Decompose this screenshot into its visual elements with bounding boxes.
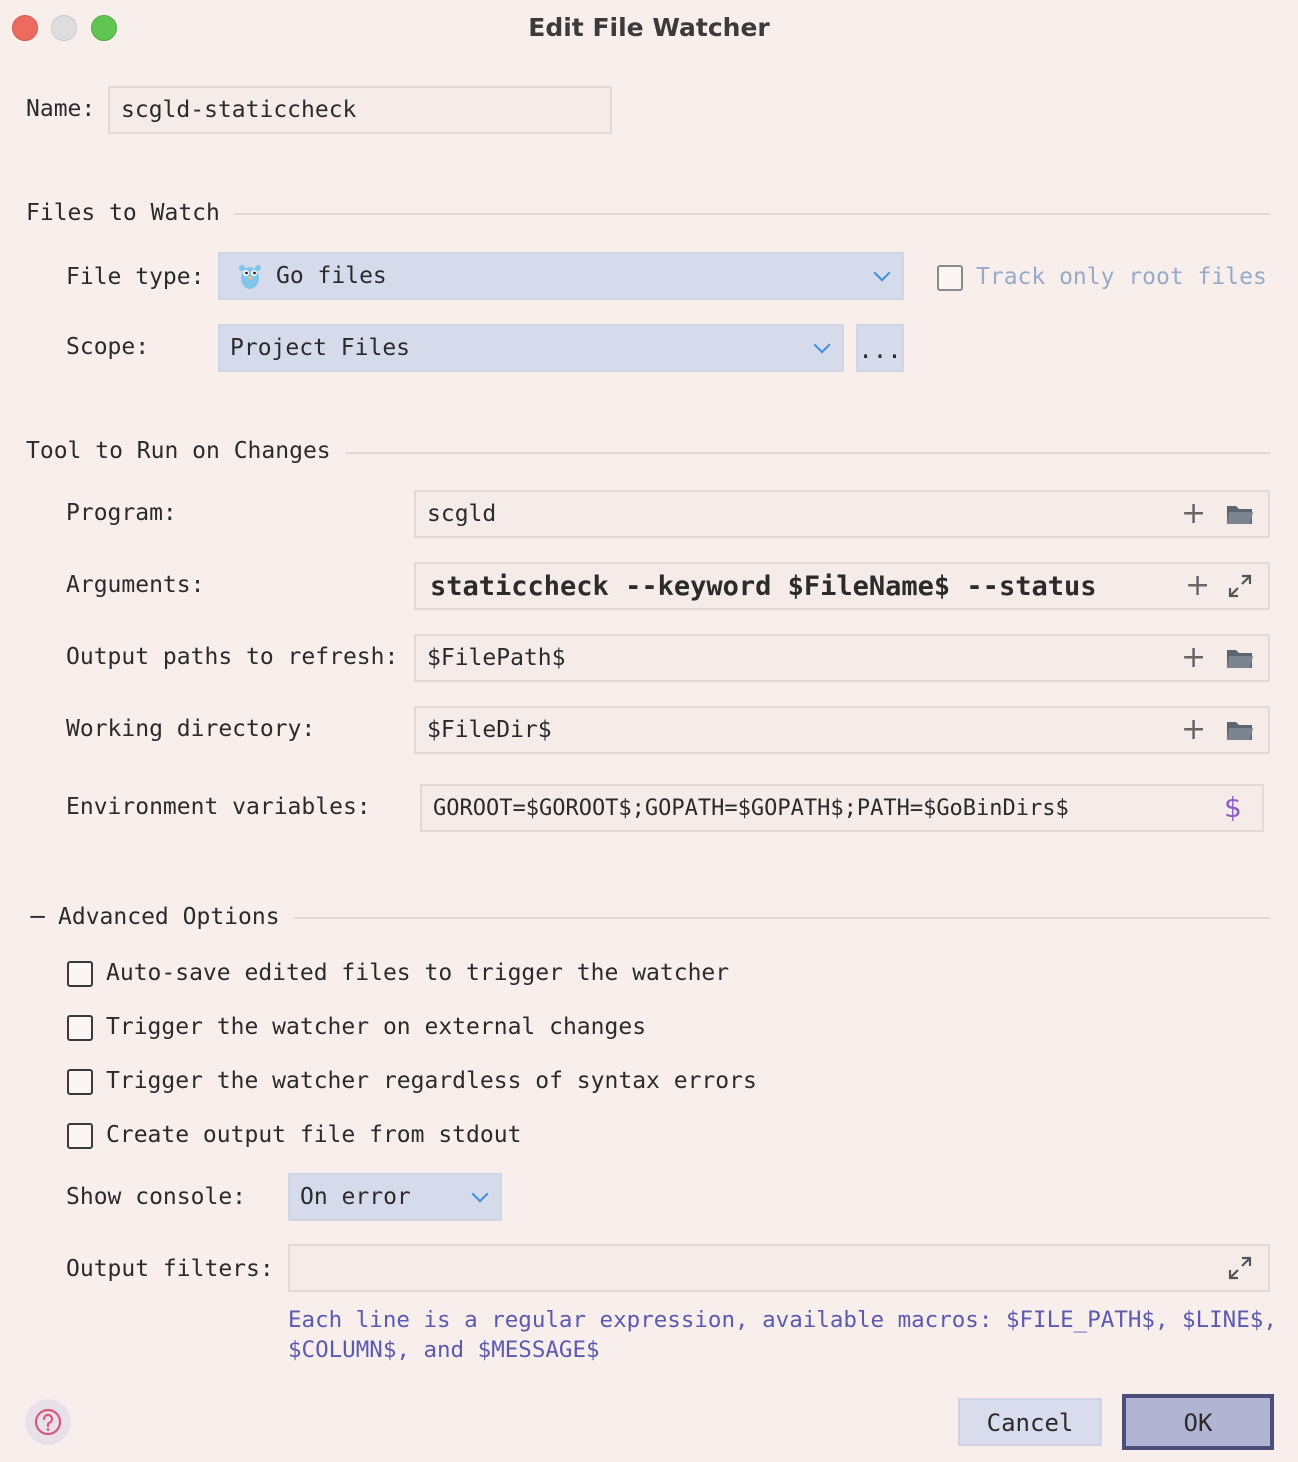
env-input[interactable] [420, 784, 1264, 832]
track-root-checkbox[interactable] [937, 265, 963, 291]
arguments-input[interactable] [414, 562, 1270, 610]
advanced-header: Advanced Options [58, 904, 280, 930]
scope-more-button[interactable] [856, 324, 904, 372]
cancel-label: Cancel [986, 1409, 1074, 1437]
output-filters-hint-line2: $COLUMN$, and $MESSAGE$ [288, 1337, 600, 1363]
add-macro-icon[interactable]: + [1181, 571, 1210, 601]
ok-label: OK [1183, 1409, 1213, 1437]
output-paths-value: $FilePath$ [427, 645, 566, 671]
expand-icon[interactable] [1227, 1255, 1253, 1281]
dollar-icon[interactable]: $ [1224, 791, 1242, 824]
cancel-button[interactable] [958, 1398, 1102, 1446]
auto-save-label[interactable]: Auto-save edited files to trigger the watcher [106, 960, 730, 986]
scope-value: Project Files [230, 335, 411, 361]
add-macro-icon[interactable]: + [1181, 496, 1207, 531]
output-paths-label: Output paths to refresh: [66, 644, 399, 670]
window-title: Edit File Watcher [528, 13, 770, 42]
stdout-label[interactable]: Create output file from stdout [106, 1122, 522, 1148]
name-input-value: scgld-staticcheck [121, 97, 357, 123]
files-to-watch-separator [234, 213, 1270, 215]
output-filters-label: Output filters: [66, 1256, 274, 1282]
chevron-down-icon [814, 337, 831, 354]
working-dir-value: $FileDir$ [427, 717, 552, 743]
file-type-label: File type: [66, 264, 205, 290]
ok-button[interactable] [1122, 1394, 1274, 1450]
advanced-collapse-toggle[interactable]: − [28, 904, 48, 930]
name-label: Name: [26, 96, 96, 122]
env-label: Environment variables: [66, 794, 371, 820]
help-button[interactable] [25, 1399, 71, 1445]
show-console-combo[interactable] [288, 1173, 502, 1221]
external-changes-label[interactable]: Trigger the watcher on external changes [106, 1014, 647, 1040]
output-filters-hint-line1: Each line is a regular expression, available macros: $FILE_PATH$, $LINE$, [288, 1307, 1277, 1333]
chevron-down-icon [472, 1186, 489, 1203]
working-dir-input[interactable] [414, 706, 1270, 754]
expand-icon[interactable] [1227, 573, 1253, 599]
scope-more-label: ... [858, 336, 902, 364]
stdout-checkbox[interactable] [67, 1123, 93, 1149]
add-macro-icon[interactable]: + [1181, 640, 1207, 675]
syntax-errors-label[interactable]: Trigger the watcher regardless of syntax errors [106, 1068, 757, 1094]
files-to-watch-header: Files to Watch [26, 200, 220, 226]
tool-header: Tool to Run on Changes [26, 438, 331, 464]
chevron-down-icon [874, 265, 891, 282]
env-value: GOROOT=$GOROOT$;GOPATH=$GOPATH$;PATH=$GoBinDirs$ [433, 795, 1069, 821]
program-input[interactable] [414, 490, 1270, 538]
output-paths-input[interactable] [414, 634, 1270, 682]
external-changes-checkbox[interactable] [67, 1015, 93, 1041]
track-root-label[interactable]: Track only root files [976, 264, 1267, 290]
program-label: Program: [66, 500, 177, 526]
syntax-errors-checkbox[interactable] [67, 1069, 93, 1095]
output-filters-input[interactable] [288, 1244, 1270, 1292]
working-dir-label: Working directory: [66, 716, 316, 742]
folder-icon[interactable] [1226, 503, 1254, 525]
file-type-combo[interactable] [218, 252, 904, 300]
show-console-value: On error [300, 1184, 411, 1210]
tool-separator [346, 452, 1270, 454]
gopher-icon [236, 261, 264, 291]
show-console-label: Show console: [66, 1184, 247, 1210]
file-type-value: Go files [276, 263, 387, 289]
advanced-separator [294, 917, 1270, 919]
help-icon [34, 1408, 62, 1436]
scope-label: Scope: [66, 334, 150, 360]
folder-icon[interactable] [1226, 647, 1254, 669]
auto-save-checkbox[interactable] [67, 961, 93, 987]
arguments-label: Arguments: [66, 572, 205, 598]
folder-icon[interactable] [1226, 719, 1254, 741]
scope-combo[interactable] [218, 324, 844, 372]
add-macro-icon[interactable]: + [1181, 712, 1207, 747]
name-input[interactable] [108, 86, 612, 134]
arguments-value: staticcheck --keyword $FileName$ --status [430, 570, 1097, 602]
program-value: scgld [427, 501, 497, 527]
